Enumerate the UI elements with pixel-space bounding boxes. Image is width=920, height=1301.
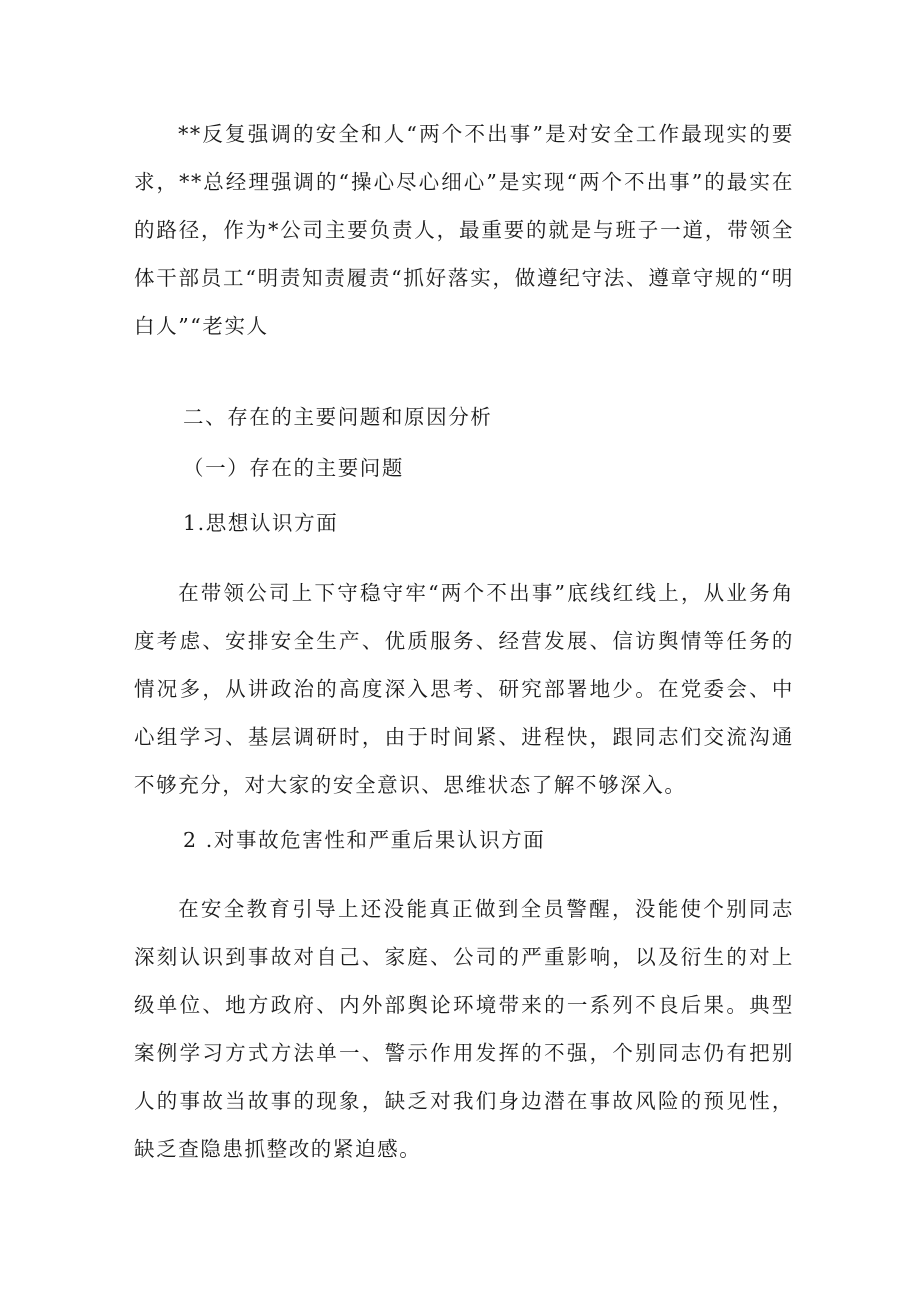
item-1-heading: 1.思想认识方面 xyxy=(183,511,339,535)
intro-paragraph: **反复强调的安全和人“两个不出事”是对安全工作最现实的要求，**总经理强调的“操心尽心细心”是实现“两个不出事”的最实在的路径，作为*公司主要负责人，最重要的就是与班子一道，带领全体干部员工“明责知责履责“抓好落实，做遵纪守法、遵章守规的“明白人”“老实人 xyxy=(134,122,794,338)
section-heading: 二、存在的主要问题和原因分析 xyxy=(183,405,493,429)
item-2-heading: 2 .对事故危害性和严重后果认识方面 xyxy=(183,828,546,852)
item-1-paragraph: 在带领公司上下守稳守牢“两个不出事”底线红线上，从业务角度考虑、安排安全生产、优质服务、经营发展、信访舆情等任务的情况多，从讲政治的高度深入思考、研究部署地少。在党委会、中心组学习、基层调研时，由于时间紧、进程快，跟同志们交流沟通不够充分，对大家的安全意识、思维状态了解不够深入。 xyxy=(134,581,794,797)
item-2-paragraph: 在安全教育引导上还没能真正做到全员警醒，没能使个别同志深刻认识到事故对自己、家庭、公司的严重影响，以及衍生的对上级单位、地方政府、内外部舆论环境带来的一系列不良后果。典型案例学习方式方法单一、警示作用发挥的不强，个别同志仍有把别人的事故当故事的现象，缺乏对我们身边潜在事故风险的预见性，缺乏查隐患抓整改的紧迫感。 xyxy=(134,897,794,1161)
subsection-heading: （一）存在的主要问题 xyxy=(183,456,404,480)
